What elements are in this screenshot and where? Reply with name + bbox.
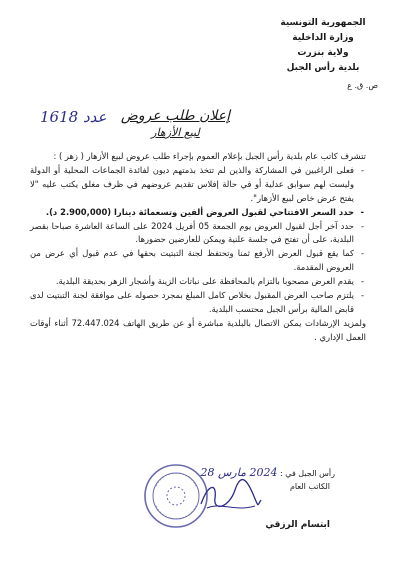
title-block [121,108,230,139]
signatory-title: الكاتب العام [289,482,330,491]
list-item: - يقدم العرض مصحوبا بالتزام بالمحافظة على نباتات الزينة وأشجار الزهر بحديقة البلدية. [30,275,354,289]
list-item: - فعلى الراغبين في المشاركة والذين لم تتخذ بذمتهم ديون لفائدة الجماعات المحلية أو الدولة وليست لهم سوابق عدلية أو في حالة إفلاس تقديم عروضهم في ظرف مغلق يكتب عليه "لا يفتح عرض خاص لبيع الأزهار". [30,164,354,206]
list-item: - كما يقع قبول العرض الأرفع ثمنا وتحتفظ لجنة التبتيت بحقها في عدم قبول أي عرض من العروض المقدمة. [30,247,354,275]
header-republic: الجمهورية التونسية [280,18,366,28]
signatory-name: ابتسام الرزقي [265,520,330,530]
list-item: - حدد آخر أجل لقبول العروض يوم الجمعة 05 أفريل 2024 على الساعة العاشرة صباحا بقصر البلدية، على أن تفتح في جلسة علنية ويمكن للعارضين حضورها. [30,220,354,248]
document-title: إعلان طلب عروض [120,108,230,124]
list-item: - يلتزم صاحب العرض المقبول بخلاص كامل المبلغ بمجرد حصوله على موافقة لجنة التبتيت لدى قابض المالية برأس الجبل محتسب البلدية. [30,289,354,317]
letterhead [268,16,378,93]
intro-paragraph: تتشرف كاتب عام بلدية رأس الجبل بإعلام العموم بإجراء طلب عروض لبيع الأزهار ( زهر ) : [53,151,366,161]
header-reference: ص. ق. ع [347,81,378,90]
document-number: عدد 1618 [40,108,107,126]
header-municipality: بلدية رأس الجبل [286,63,360,73]
header-governorate: ولاية بنزرت [297,48,349,58]
document-subtitle: لبيع الأزهار [151,126,200,139]
conditions-list [30,164,366,317]
date-value: 2024 مارس 28 [200,466,278,479]
date-label: رأس الجبل في : [280,469,335,478]
header-ministry: وزارة الداخلية [292,33,354,43]
signature-icon [195,472,265,517]
closing-paragraph: ولمزيد الإرشادات يمكن الاتصال بالبلدية مباشرة أو عن طريق الهاتف 72.447.024 أثناء أوقات العمل الإداري . [30,317,366,342]
list-item: - حدد السعر الافتتاحي لقبول العروض ألفين وتسعمائة دينارا (2.900,000 د). [30,206,354,220]
announcement-body [30,150,366,345]
